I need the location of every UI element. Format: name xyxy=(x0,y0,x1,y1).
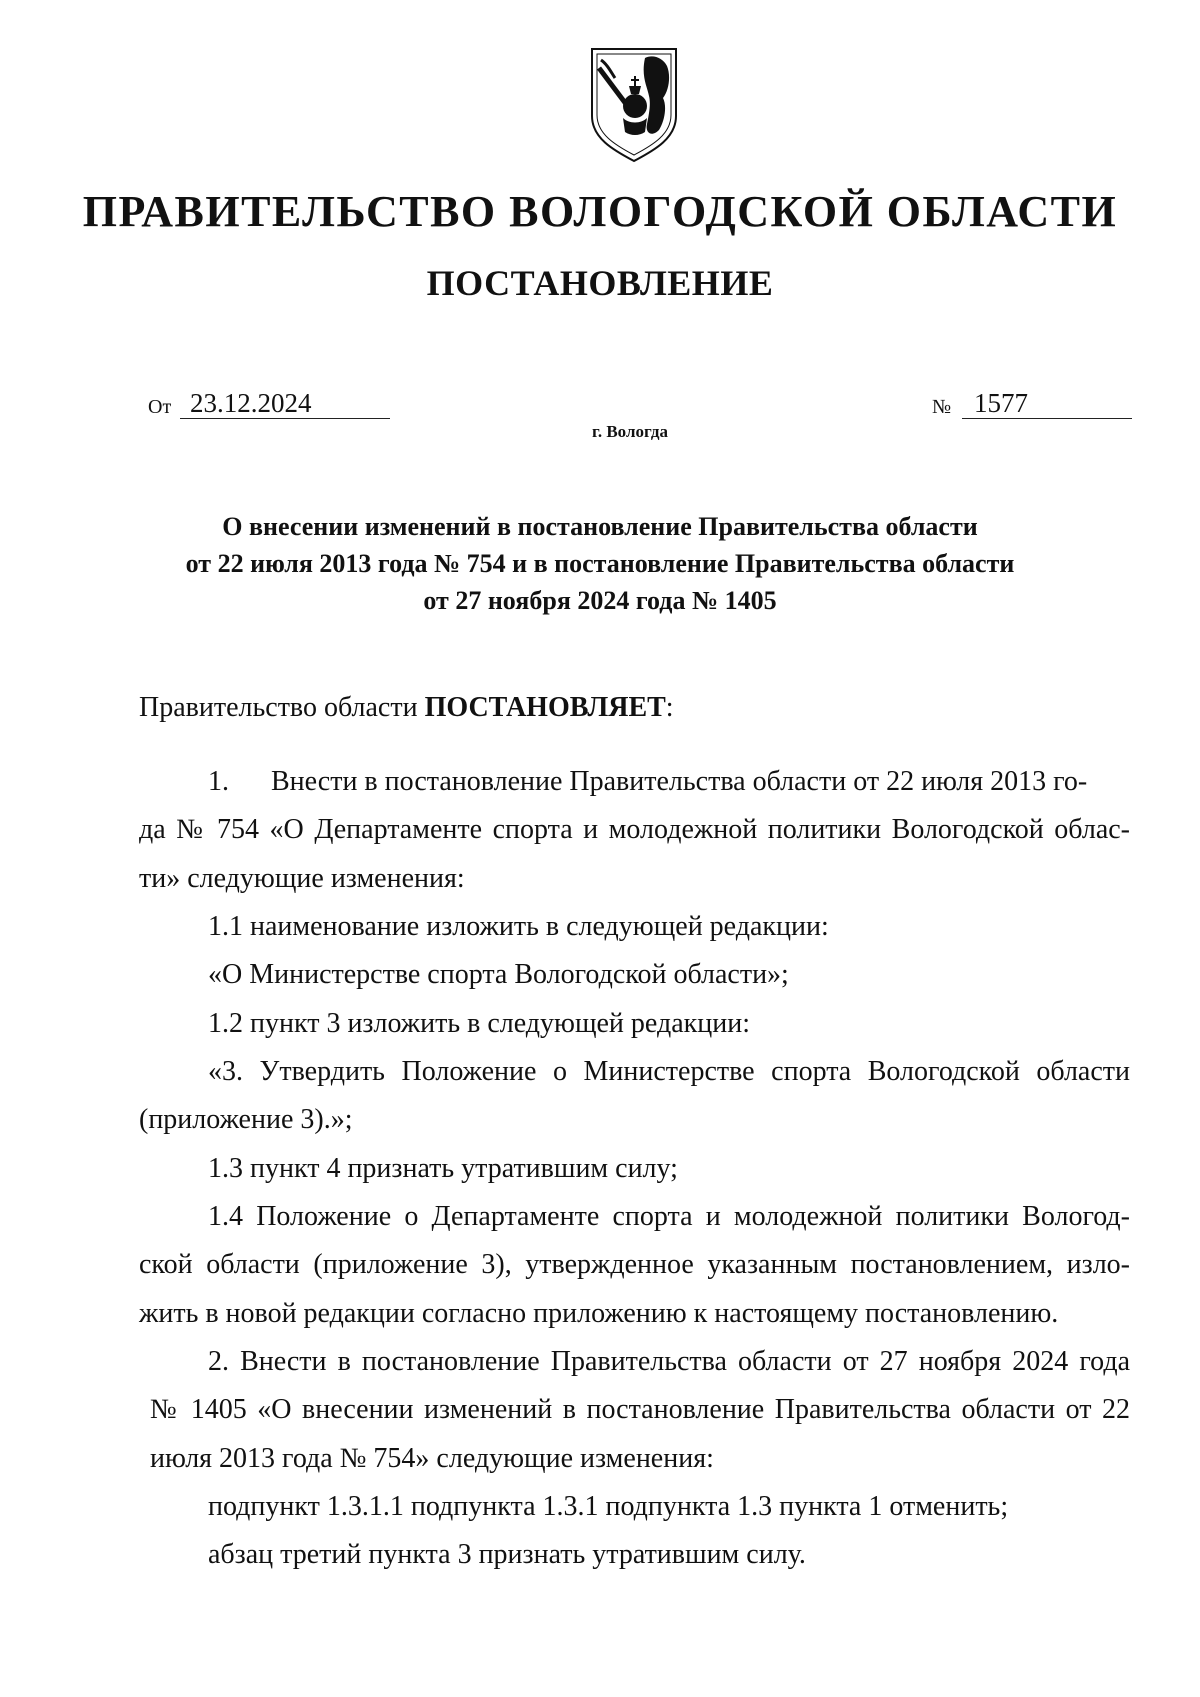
p1-2-line-2: (приложение 3).»; xyxy=(139,1104,353,1135)
document-subject xyxy=(120,508,1080,619)
date-prefix: От xyxy=(148,396,172,418)
intro-paragraph xyxy=(139,692,674,724)
p1-4-line-1: 1.4 Положение о Департаменте спорта и молодежной политики Вологод- xyxy=(208,1201,1130,1232)
document-date: 23.12.2024 xyxy=(180,388,390,419)
p1-2-item: 1.2 пункт 3 изложить в следующей редакции: xyxy=(208,1008,750,1039)
p1-1-item: 1.1 наименование изложить в следующей редакции: xyxy=(208,911,829,942)
p2-line-3: июля 2013 года № 754» следующие изменения: xyxy=(150,1443,714,1474)
p1-4-line-2: ской области (приложение 3), утвержденное указанным постановлением, изло- xyxy=(139,1249,1130,1280)
city-label: г. Вологда xyxy=(592,422,668,441)
intro-prefix: Правительство области xyxy=(139,692,425,723)
p1-3-item: 1.3 пункт 4 признать утратившим силу; xyxy=(208,1153,678,1184)
p2-line-2: № 1405 «О внесении изменений в постановление Правительства области от 22 xyxy=(150,1394,1130,1425)
subject-line: от 27 ноября 2024 года № 1405 xyxy=(423,586,777,615)
p1-1-text: «О Министерстве спорта Вологодской области»; xyxy=(208,959,789,990)
coat-of-arms-icon xyxy=(589,46,679,164)
document-number: 1577 xyxy=(962,388,1132,419)
intro-suffix: : xyxy=(665,692,674,723)
p2-line-1: 2. Внести в постановление Правительства области от 27 ноября 2024 года xyxy=(208,1346,1130,1377)
p2-subitem-a: подпункт 1.3.1.1 подпункта 1.3.1 подпункта 1.3 пункта 1 отменить; xyxy=(208,1491,1009,1522)
p1-line-3: ти» следующие изменения: xyxy=(139,863,465,894)
p1-4-line-3: жить в новой редакции согласно приложению к настоящему постановлению. xyxy=(139,1298,1059,1329)
document-type: ПОСТАНОВЛЕНИЕ xyxy=(426,263,774,303)
p1-line-2: да № 754 «О Департаменте спорта и молодежной политики Вологодской облас- xyxy=(139,814,1130,845)
government-title: ПРАВИТЕЛЬСТВО ВОЛОГОДСКОЙ ОБЛАСТИ xyxy=(82,187,1118,236)
p1-2-line-1: «3. Утвердить Положение о Министерстве спорта Вологодской области xyxy=(208,1056,1130,1087)
number-sign: № xyxy=(932,396,952,418)
intro-keyword: ПОСТАНОВЛЯЕТ xyxy=(424,692,666,723)
subject-line: О внесении изменений в постановление Правительства области xyxy=(222,512,978,541)
p2-subitem-b: абзац третий пункта 3 признать утратившим силу. xyxy=(208,1539,806,1570)
p1-line-1: 1. Внести в постановление Правительства области от 22 июля 2013 го- xyxy=(208,766,1088,797)
subject-line: от 22 июля 2013 года № 754 и в постановление Правительства области xyxy=(185,549,1015,578)
